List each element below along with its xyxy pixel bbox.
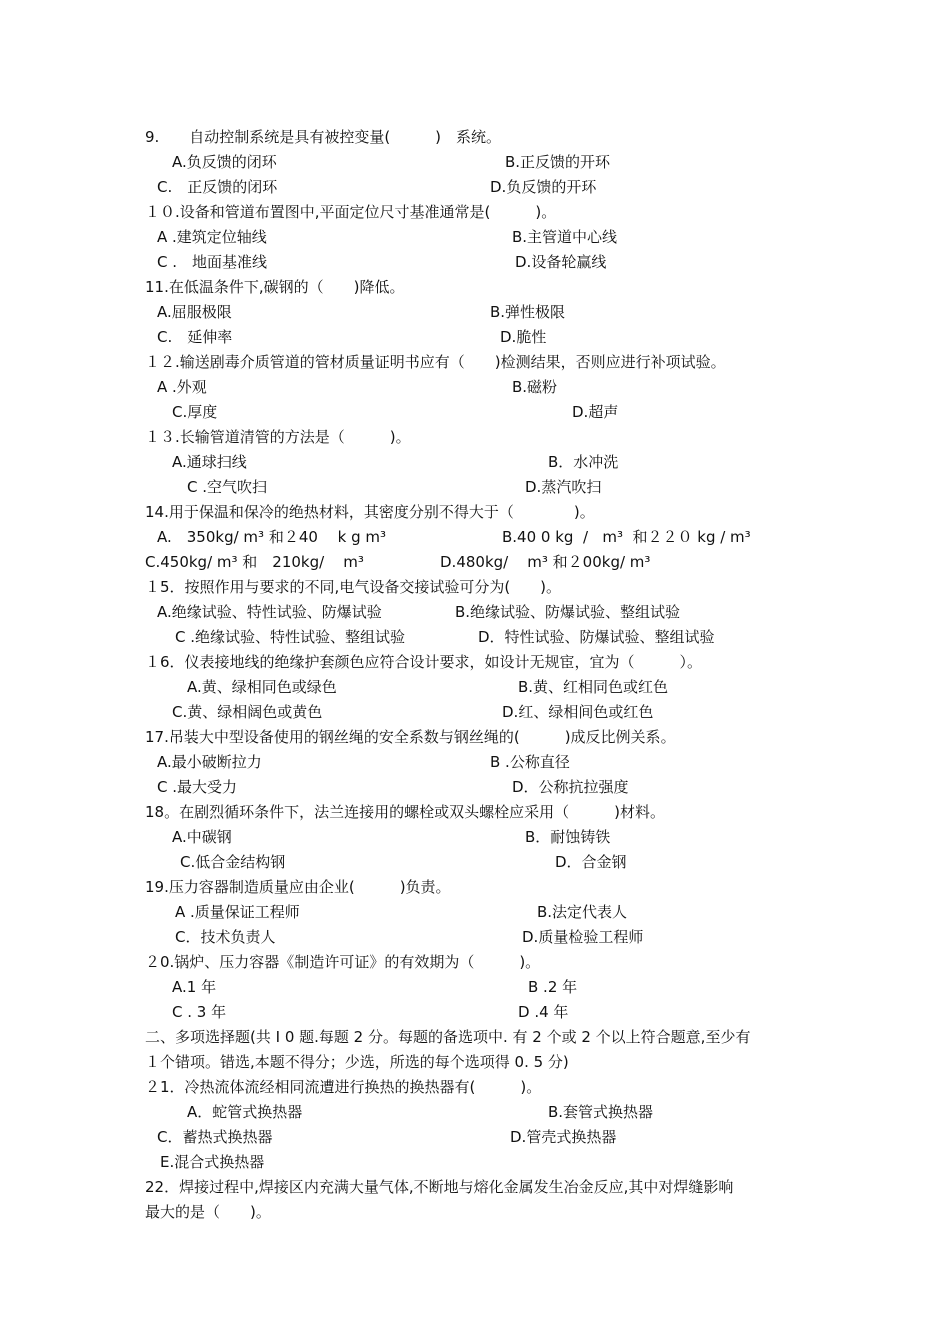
q12-option-b: B.磁粉: [512, 378, 558, 396]
q18-option-b: B．耐蚀铸铁: [525, 828, 611, 846]
question-10: １０.设备和管道布置图中,平面定位尺寸基准通常是( )。: [145, 203, 557, 221]
q20-option-a: A.1 年: [172, 978, 217, 996]
q16-option-a: A.黄、绿相同色或绿色: [187, 678, 337, 696]
q9-option-c: C. 正反馈的闭环: [157, 178, 278, 196]
q17-option-c: C .最大受力: [157, 778, 238, 796]
q16-option-b: B.黄、红相同色或红色: [518, 678, 669, 696]
q12-option-a: A .外观: [157, 378, 207, 396]
q19-option-a: A .质量保证工程师: [175, 903, 300, 921]
question-20: ２0.锅炉、压力容器《制造许可证》的有效期为（ )。: [145, 953, 541, 971]
q12-option-d: D.超声: [572, 403, 619, 421]
q11-option-d: D.脆性: [500, 328, 547, 346]
q14-option-a: A. 350kg/ m³ 和２40 k g m³: [157, 528, 387, 546]
q9-option-d: D.负反馈的开环: [490, 178, 597, 196]
q15-option-a: A.绝缘试验、特性试验、防爆试验: [157, 603, 382, 621]
question-17: 17.吊装大中型设备使用的钢丝绳的安全系数与钢丝绳的( )成反比例关系。: [145, 728, 676, 746]
q13-option-b: B．水冲洗: [548, 453, 619, 471]
section-heading-continued: １个错项。错选,本题不得分；少选，所选的每个选项得 0. 5 分): [145, 1053, 569, 1071]
q13-option-a: A.通球扫线: [172, 453, 247, 471]
q9-option-a: A.负反馈的闭环: [172, 153, 277, 171]
q9-option-b: B.正反馈的开环: [505, 153, 611, 171]
q21-option-b: B.套管式换热器: [548, 1103, 654, 1121]
question-18: 18。在剧烈循环条件下，法兰连接用的螺栓或双头螺栓应采用（ )材料。: [145, 803, 665, 821]
question-15: １5．按照作用与要求的不同,电气设备交接试验可分为( )。: [145, 578, 562, 596]
q11-option-c: C. 延伸率: [157, 328, 233, 346]
q11-option-a: A.屈服极限: [157, 303, 232, 321]
question-21: ２1．冷热流体流经相同流遭进行换热的换热器有( )。: [145, 1078, 542, 1096]
question-13: １３.长输管道清管的方法是（ )。: [145, 428, 411, 446]
q10-option-d: D.设备轮赢线: [515, 253, 607, 271]
q19-option-c: C．技术负责人: [175, 928, 276, 946]
q21-option-e: E.混合式换热器: [160, 1153, 265, 1171]
q14-option-c: C.450kg/ m³ 和 210kg/ m³: [145, 553, 364, 571]
q18-option-d: D．合金钢: [555, 853, 627, 871]
q20-option-b: B .2 年: [528, 978, 578, 996]
q19-option-d: D.质量检验工程师: [522, 928, 644, 946]
q16-option-d: D.红、绿相间色或红色: [502, 703, 654, 721]
q17-option-b: B .公称直径: [490, 753, 570, 771]
q16-option-c: C.黄、绿相阔色或黄色: [172, 703, 323, 721]
q20-option-d: D .4 年: [518, 1003, 569, 1021]
q10-option-b: B.主管道中心线: [512, 228, 618, 246]
q21-option-d: D.管壳式换热器: [510, 1128, 617, 1146]
q15-option-d: D．特性试验、防爆试验、整组试验: [478, 628, 715, 646]
q19-option-b: B.法定代表人: [537, 903, 628, 921]
q20-option-c: C . 3 年: [172, 1003, 227, 1021]
q10-option-a: A .建筑定位轴线: [157, 228, 267, 246]
q18-option-a: A.中碳钢: [172, 828, 232, 846]
q21-option-c: C．蓄热式换热器: [157, 1128, 273, 1146]
q14-option-d: D.480kg/ m³ 和２00kg/ m³: [440, 553, 651, 571]
q21-option-a: A．蛇管式换热器: [187, 1103, 303, 1121]
question-11: 11.在低温条件下,碳钢的（ )降低。: [145, 278, 405, 296]
q12-option-c: C.厚度: [172, 403, 218, 421]
q15-option-b: B.绝缘试验、防爆试验、整组试验: [455, 603, 681, 621]
q13-option-c: C .空气吹扫: [187, 478, 268, 496]
q14-option-b: B.40 0 kg / m³ 和２２０ kg / m³: [502, 528, 751, 546]
q17-option-d: D．公称抗拉强度: [512, 778, 629, 796]
question-22: 22．焊接过程中,焊接区内充满大量气体,不断地与熔化金属发生冶金反应,其中对焊缝影响: [145, 1178, 734, 1196]
question-22-continued: 最大的是（ )。: [145, 1203, 271, 1221]
q18-option-c: C.低合金结构钢: [180, 853, 286, 871]
q17-option-a: A.最小破断拉力: [157, 753, 262, 771]
q11-option-b: B.弹性极限: [490, 303, 566, 321]
question-19: 19.压力容器制造质量应由企业( )负责。: [145, 878, 451, 896]
q15-option-c: C .绝缘试验、特性试验、整组试验: [175, 628, 406, 646]
question-14: 14.用于保温和保冷的绝热材料，其密度分别不得大于（ )。: [145, 503, 595, 521]
section-heading-multiple-choice: 二、多项选择题(共 I 0 题.每题 2 分。每题的备选项中. 有 2 个或 2 个以上符合题意,至少有: [145, 1028, 751, 1046]
q10-option-c: C . 地面基准线: [157, 253, 268, 271]
question-12: １２.输送剧毒介质管道的管材质量证明书应有（ )检测结果，否则应进行补项试验。: [145, 353, 726, 371]
question-16: １6．仪表接地线的绝缘护套颜色应符合设计要求，如设计无规宦，宜为（ ）。: [145, 653, 703, 671]
q13-option-d: D.蒸汽吹扫: [525, 478, 602, 496]
question-9: 9. 自动控制系统是具有被控变量( ) 系统。: [145, 128, 502, 146]
